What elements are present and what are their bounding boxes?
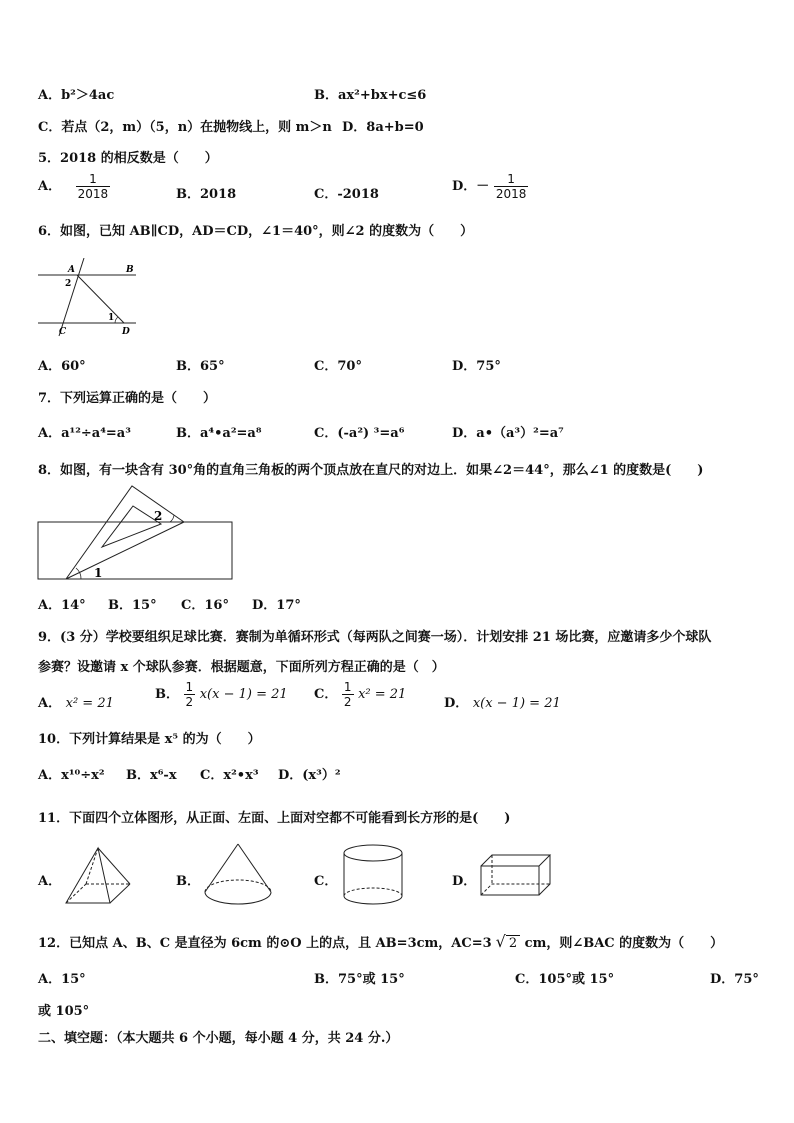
angle-1-arc: [115, 317, 118, 323]
q12-stem-post: cm，则∠BAC 的度数为（ ）: [520, 936, 724, 951]
q7-option-c: C．(-a²) ³=a⁶: [314, 426, 405, 441]
sqrt-symbol: √: [495, 932, 506, 951]
fraction-numerator: 1: [494, 172, 529, 187]
q12-option-a: A．15°: [38, 972, 86, 987]
fraction-denominator: 2018: [495, 187, 527, 201]
q12-option-d-continued: 或 105°: [38, 1004, 90, 1019]
q9-option-b-fraction: [184, 680, 196, 709]
q5-option-a-label: A．: [38, 179, 62, 194]
cone-side: [238, 844, 271, 892]
q12-stem-pre: 12．已知点 A、B、C 是直径为 6cm 的⊙O 上的点，且 AB=3cm，AC=3: [38, 936, 492, 951]
pyramid-figure: [64, 846, 134, 906]
q10-stem: 10．下列计算结果是 x⁵ 的为（ ）: [38, 732, 261, 747]
q7-option-a: A．a¹²÷a⁴=a³: [38, 426, 131, 441]
fraction-numerator: 1: [343, 680, 352, 694]
fraction-numerator: 1: [76, 172, 111, 187]
cuboid-hidden-edge: [481, 884, 550, 895]
q6-stem: 6．如图，已知 AB∥CD，AD＝CD，∠1＝40°，则∠2 的度数为（ ）: [38, 224, 474, 239]
q9-option-d-expr: x(x − 1) = 21: [472, 696, 561, 711]
q9-option-c-fraction: [342, 680, 354, 709]
triangle-inner: [102, 506, 161, 547]
q7-option-d: D．a•（a³）²=a⁷: [452, 426, 564, 441]
q11-option-d-label: D．: [452, 874, 477, 889]
q9-option-c: [314, 680, 406, 709]
label-c: C: [59, 327, 67, 337]
cylinder-top: [344, 845, 402, 861]
pyramid-hidden-edge: [66, 884, 86, 903]
cuboid-front: [481, 866, 539, 895]
sqrt-radicand: 2: [506, 935, 520, 951]
fraction-denominator: 2018: [77, 187, 109, 201]
q4-option-c: C．若点（2，m）（5，n）在抛物线上，则 m＞n: [38, 120, 332, 135]
angle-2-label: 2: [154, 509, 163, 523]
q11-stem: 11．下面四个立体图形，从正面、左面、上面对空都不可能看到长方形的是( ): [38, 811, 511, 826]
q4-option-a: A．b²＞4ac: [38, 88, 115, 103]
q6-option-b: B．65°: [176, 359, 225, 374]
q9-option-b-expr: x(x − 1) = 21: [199, 687, 288, 702]
q9-option-c-expr: x² = 21: [358, 687, 407, 702]
cone-base-back: [205, 880, 271, 892]
cylinder-base-back: [344, 888, 402, 896]
q9-option-c-label: C．: [314, 687, 338, 702]
fraction-denominator: 2: [343, 695, 352, 709]
q8-option-b: B．15°: [108, 598, 157, 613]
q9-stem-line1: 9．(3 分）学校要组织足球比赛．赛制为单循环形式（每两队之间赛一场）．计划安排 21 场比赛，应邀请多少个球队: [38, 630, 712, 645]
q5-option-d-label: D．－: [452, 179, 490, 194]
q12-stem: [38, 932, 723, 951]
q7-stem: 7．下列运算正确的是（ ）: [38, 391, 217, 406]
q7-option-b: B．a⁴•a²=a⁸: [176, 426, 262, 441]
q9-option-d: [444, 692, 561, 711]
cylinder-figure: [340, 842, 406, 908]
angle-1-label: 1: [108, 313, 115, 323]
cuboid-top: [481, 855, 550, 866]
q6-option-c: C．70°: [314, 359, 362, 374]
q11-option-b-label: B．: [176, 874, 200, 889]
section-heading: 二、填空题：（本大题共 6 个小题，每小题 4 分，共 24 分.）: [38, 1031, 399, 1046]
q5-option-a-fraction: [76, 172, 111, 201]
q5-option-d-fraction: [494, 172, 529, 201]
q4-option-d: D．8a+b=0: [342, 120, 424, 135]
cone-figure: [202, 842, 274, 908]
q8-option-c: C．16°: [181, 598, 229, 613]
q10-option-a: A．x¹⁰÷x²: [38, 768, 105, 783]
q5-option-c: C．-2018: [314, 187, 379, 202]
q9-option-b-label: B．: [155, 687, 179, 702]
q9-option-a-expr: x² = 21: [65, 696, 114, 711]
q9-option-d-label: D．: [444, 696, 469, 711]
q4-option-b: B．ax²+bx+c≤6: [314, 88, 427, 103]
q9-option-a-label: A．: [38, 696, 62, 711]
label-b: B: [126, 265, 134, 275]
fraction-numerator: 1: [185, 680, 194, 694]
pyramid-side-edge: [98, 848, 130, 884]
q6-parallel-lines-figure: [36, 258, 140, 338]
pyramid-front: [66, 848, 110, 903]
q9-option-b: [155, 680, 288, 709]
cylinder-base-front: [344, 896, 402, 904]
pyramid-base-edge: [110, 884, 130, 903]
triangle-outer: [66, 486, 184, 579]
q12-option-c: C．105°或 15°: [515, 972, 615, 987]
q5-stem: 5．2018 的相反数是（ ）: [38, 151, 218, 166]
q6-option-a: A．60°: [38, 359, 86, 374]
line-ad: [77, 275, 124, 323]
q9-option-a: [38, 692, 114, 711]
cuboid-figure: [478, 852, 554, 898]
q6-option-d: D．75°: [452, 359, 501, 374]
ruler: [38, 522, 232, 579]
q10-option-c: C．x²•x³: [200, 768, 259, 783]
q8-option-d: D．17°: [252, 598, 301, 613]
q12-option-d: D．75°: [710, 972, 759, 987]
q5-option-d: [452, 172, 528, 201]
fraction-denominator: 2: [185, 695, 194, 709]
q9-stem-line2: 参赛？设邀请 x 个球队参赛．根据题意，下面所列方程正确的是（ ）: [38, 660, 445, 675]
q10-option-b: B．x⁶-x: [126, 768, 177, 783]
cone-side: [205, 844, 238, 892]
q11-option-a-label: A．: [38, 874, 62, 889]
angle-1-label: 1: [94, 566, 103, 580]
q8-stem: 8．如图，有一块含有 30°角的直角三角板的两个顶点放在直尺的对边上．如果∠2＝44°，那么∠1 的度数是( ): [38, 463, 704, 478]
q5-option-a: [38, 172, 110, 201]
q5-option-b: B．2018: [176, 187, 237, 202]
angle-2-label: 2: [65, 279, 72, 289]
angle-2-arc: [170, 515, 174, 522]
q12-option-b: B．75°或 15°: [314, 972, 405, 987]
cone-base-front: [205, 892, 271, 904]
q11-option-c-label: C．: [314, 874, 338, 889]
q8-ruler-triangle-figure: [36, 484, 236, 582]
label-a: A: [68, 265, 75, 275]
label-d: D: [122, 327, 130, 337]
q10-option-d: D．(x³）²: [278, 768, 341, 783]
q8-option-a: A．14°: [38, 598, 86, 613]
